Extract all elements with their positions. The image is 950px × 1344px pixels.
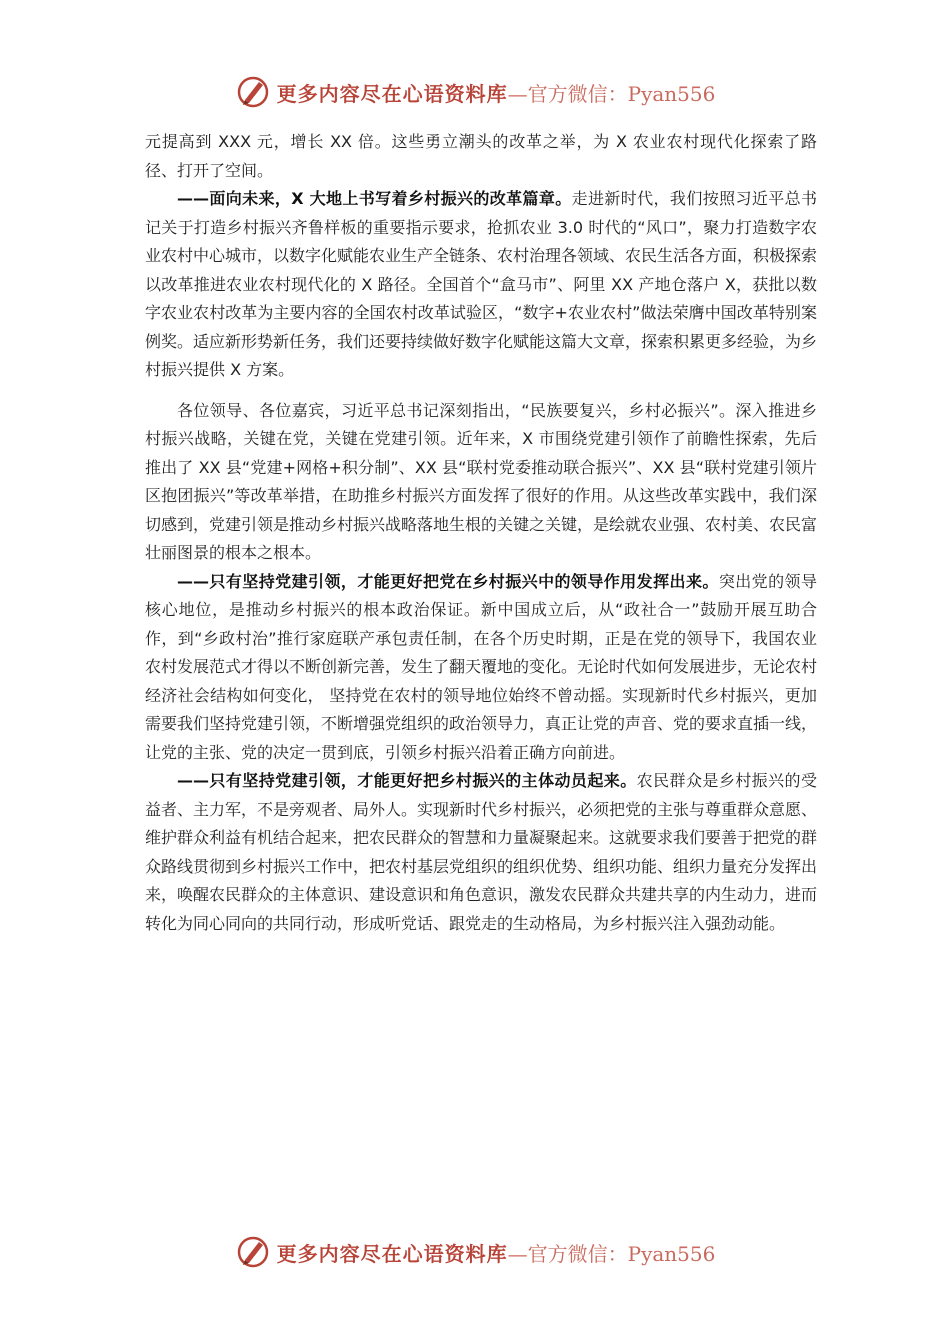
footer-banner xyxy=(0,1232,950,1272)
header-banner-main: 更多内容尽在心语资料库 xyxy=(276,81,508,106)
paragraph-4 xyxy=(145,568,817,768)
header-banner-wechat: —官方微信：Pyan556 xyxy=(507,81,716,106)
paragraph-2-text: 走进新时代，我们按照习近平总书记关于打造乡村振兴齐鲁样板的重要指示要求，抢抓农业 3.0 时代的“风口”，聚力打造数字农业农村中心城市，以数字化赋能农业生产全链条、农村治理各领域、农民生活各方面，积极探索以改革推进农业农村现代化的 X 路径。全国首个“盒马市”、阿里 XX 产地仓落户 X，获批以数字农业农村改革为主要内容的全国农村改革试验区，“数字+农业农村”做法荣膺中国改革特别案例奖。适应新形势新任务，我们还要持续做好数字化赋能这篇大文章，探索积累更多经验，为乡村振兴提供 X 方案。 xyxy=(145,189,818,379)
paragraph-1-text: 元提高到 XXX 元，增长 XX 倍。这些勇立潮头的改革之举，为 X 农业农村现代化探索了路径、打开了空间。 xyxy=(145,132,817,180)
pen-logo-icon xyxy=(235,74,271,110)
paragraph-4-text: 突出党的领导核心地位，是推动乡村振兴的根本政治保证。新中国成立后，从“政社合一”鼓励开展互助合作，到“乡政村治”推行家庭联产承包责任制，在各个历史时期，正是在党的领导下，我国农业农村发展范式才得以不断创新完善，发生了翻天覆地的变化。无论时代如何发展进步，无论农村经济社会结构如何变化， 坚持党在农村的领导地位始终不曾动摇。实现新时代乡村振兴，更加需要我们坚持党建引领，不断增强党组织的政治领导力，真正让党的声音、党的要求直插一线，让党的主张、党的决定一贯到底，引领乡村振兴沿着正确方向前进。 xyxy=(145,571,818,762)
paragraph-3 xyxy=(145,397,817,568)
header-banner xyxy=(0,72,950,112)
paragraph-2-heading: ——面向未来，X 大地上书写着乡村振兴的改革篇章。 xyxy=(177,189,572,208)
header-banner-inner xyxy=(235,74,716,110)
footer-banner-inner xyxy=(235,1234,716,1270)
pen-logo-icon xyxy=(235,1234,271,1270)
footer-banner-wechat: —官方微信：Pyan556 xyxy=(507,1241,716,1266)
paragraph-5-text: 农民群众是乡村振兴的受益者、主力军，不是旁观者、局外人。实现新时代乡村振兴，必须把党的主张与尊重群众意愿、维护群众利益有机结合起来，把农民群众的智慧和力量凝聚起来。这就要求我们要善于把党的群众路线贯彻到乡村振兴工作中，把农村基层党组织的组织优势、组织功能、组织力量充分发挥出来，唤醒农民群众的主体意识、建设意识和角色意识，激发农民群众共建共享的内生动力，进而转化为同心同向的共同行动，形成听党话、跟党走的生动格局，为乡村振兴注入强劲动能。 xyxy=(145,771,818,933)
body-text xyxy=(145,128,817,938)
paragraph-3-text: 各位领导、各位嘉宾，习近平总书记深刻指出，“民族要复兴，乡村必振兴”。深入推进乡村振兴战略，关键在党，关键在党建引领。近年来，X 市围绕党建引领作了前瞻性探索，先后推出了 XX 县“党建+网格+积分制”、XX 县“联村党委推动联合振兴”、XX 县“联村党建引领片区抱团振兴”等改革举措，在助推乡村振兴方面发挥了很好的作用。从这些改革实践中，我们深切感到，党建引领是推动乡村振兴战略落地生根的关键之关键，是绘就农业强、农村美、农民富壮丽图景的根本之根本。 xyxy=(145,400,818,562)
paragraph-2 xyxy=(145,185,817,385)
paragraph-5-heading: ——只有坚持党建引领，才能更好把乡村振兴的主体动员起来。 xyxy=(177,771,637,790)
footer-banner-text xyxy=(277,1238,716,1267)
paragraph-1 xyxy=(145,128,817,185)
header-banner-text xyxy=(277,78,716,107)
paragraph-4-heading: ——只有坚持党建引领，才能更好把党在乡村振兴中的领导作用发挥出来。 xyxy=(177,571,719,591)
paragraph-5 xyxy=(145,767,817,938)
footer-banner-main: 更多内容尽在心语资料库 xyxy=(276,1241,508,1266)
